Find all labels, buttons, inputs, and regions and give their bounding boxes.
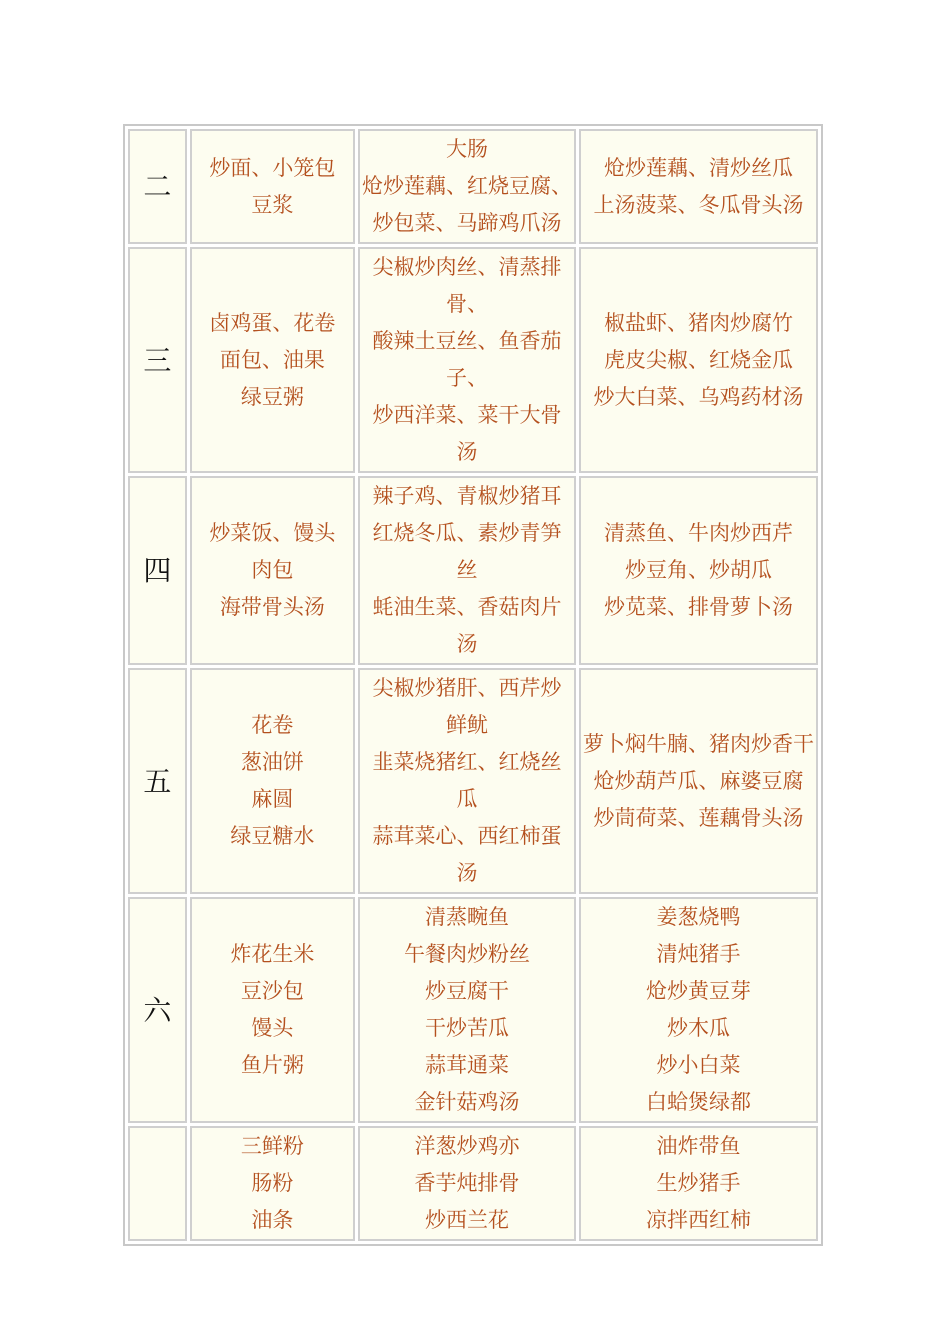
dinner-cell <box>579 897 818 1123</box>
menu-item: 豆沙包 <box>240 979 304 1003</box>
menu-item: 蚝油生菜、香菇肉片 <box>372 595 562 619</box>
table-row <box>128 476 818 665</box>
table-row <box>128 247 818 473</box>
menu-item: 姜葱烧鸭 <box>656 905 741 929</box>
menu-item: 丝 <box>456 558 478 582</box>
menu-item: 炒豆腐干 <box>424 979 509 1003</box>
menu-item: 清炖猪手 <box>656 942 741 966</box>
menu-item: 生炒猪手 <box>656 1171 741 1195</box>
breakfast-cell <box>190 129 355 244</box>
day-cell: 六 <box>128 897 187 1123</box>
menu-item: 炒大白菜、乌鸡药材汤 <box>593 384 804 409</box>
menu-item: 红烧冬瓜、素炒青笋 <box>372 521 562 545</box>
menu-item: 上汤菠菜、冬瓜骨头汤 <box>593 192 804 217</box>
menu-item: 炸花生米 <box>230 942 315 966</box>
menu-item: 炒小白菜 <box>656 1053 741 1077</box>
lunch-cell <box>358 247 576 473</box>
menu-item: 子、 <box>445 366 488 390</box>
table-row <box>128 1126 818 1241</box>
menu-item: 葱油饼 <box>240 750 304 774</box>
menu-item: 凉拌西红柿 <box>645 1208 751 1232</box>
menu-item: 炒面、小笼包 <box>209 155 336 180</box>
breakfast-cell <box>190 247 355 473</box>
menu-item: 馒头 <box>251 1016 294 1040</box>
breakfast-cell <box>190 476 355 665</box>
menu-item: 骨、 <box>445 292 488 316</box>
menu-item: 清蒸畹鱼 <box>424 905 509 929</box>
menu-item: 油条 <box>251 1208 294 1232</box>
menu-item: 炒茼荷菜、莲藕骨头汤 <box>593 805 804 830</box>
menu-item: 炒苋菜、排骨萝卜汤 <box>603 595 793 619</box>
menu-item: 炝炒莲藕、清炒丝瓜 <box>603 155 793 180</box>
weekly-menu-table <box>123 124 823 1246</box>
lunch-cell <box>358 129 576 244</box>
menu-item: 海带骨头汤 <box>219 595 325 619</box>
menu-item: 卤鸡蛋、花卷 <box>209 310 336 335</box>
lunch-cell <box>358 668 576 894</box>
menu-item: 豆浆 <box>251 192 294 217</box>
menu-item: 鲜鱿 <box>445 713 488 737</box>
menu-item: 汤 <box>456 632 478 656</box>
day-cell: 五 <box>128 668 187 894</box>
menu-item: 汤 <box>456 861 478 885</box>
lunch-cell <box>358 897 576 1123</box>
menu-item: 绿豆糖水 <box>230 824 315 848</box>
menu-item: 炝炒黄豆芽 <box>645 979 751 1003</box>
breakfast-cell <box>190 897 355 1123</box>
menu-item: 鱼片粥 <box>240 1053 304 1077</box>
menu-item: 炒木瓜 <box>666 1016 730 1040</box>
menu-item: 韭菜烧猪红、红烧丝 <box>372 750 562 774</box>
menu-item: 三鲜粉 <box>240 1134 304 1158</box>
menu-item: 酸辣土豆丝、鱼香茄 <box>372 329 562 353</box>
menu-item: 肠粉 <box>251 1171 294 1195</box>
menu-item: 油炸带鱼 <box>656 1134 741 1158</box>
menu-item: 炒豆角、炒胡瓜 <box>624 558 772 582</box>
dinner-cell <box>579 129 818 244</box>
menu-item: 花卷 <box>251 713 294 737</box>
menu-item: 炝炒葫芦瓜、麻婆豆腐 <box>593 768 804 793</box>
menu-item: 洋葱炒鸡亦 <box>414 1134 520 1158</box>
day-cell: 二 <box>128 129 187 244</box>
menu-item: 蒜茸菜心、西红柿蛋 <box>372 824 562 848</box>
breakfast-cell <box>190 1126 355 1241</box>
menu-item: 瓜 <box>456 787 478 811</box>
dinner-cell <box>579 247 818 473</box>
menu-item: 香芋炖排骨 <box>414 1171 520 1195</box>
lunch-cell <box>358 476 576 665</box>
lunch-cell <box>358 1126 576 1241</box>
menu-item: 绿豆粥 <box>240 384 304 409</box>
table-row <box>128 897 818 1123</box>
menu-item: 午餐肉炒粉丝 <box>403 942 530 966</box>
dinner-cell <box>579 476 818 665</box>
menu-item: 炒菜饭、馒头 <box>209 521 336 545</box>
day-cell: 三 <box>128 247 187 473</box>
menu-item: 萝卜焖牛腩、猪肉炒香干 <box>582 731 814 756</box>
menu-item: 尖椒炒肉丝、清蒸排 <box>372 255 562 279</box>
dinner-cell <box>579 1126 818 1241</box>
menu-item: 麻圆 <box>251 787 294 811</box>
menu-item: 炒西洋菜、菜干大骨 <box>372 403 562 427</box>
menu-item: 清蒸鱼、牛肉炒西芹 <box>603 521 793 545</box>
menu-item: 大肠 <box>445 137 488 161</box>
table-row <box>128 129 818 244</box>
menu-item: 辣子鸡、青椒炒猪耳 <box>372 484 562 508</box>
menu-item: 干炒苦瓜 <box>424 1016 509 1040</box>
menu-item: 金针菇鸡汤 <box>414 1090 520 1114</box>
menu-item: 蒜茸通菜 <box>424 1053 509 1077</box>
menu-item: 白蛤煲绿都 <box>645 1090 751 1114</box>
menu-item: 炒西兰花 <box>424 1208 509 1232</box>
menu-item: 面包、油果 <box>219 347 325 372</box>
menu-item: 尖椒炒猪肝、西芹炒 <box>372 676 562 700</box>
dinner-cell <box>579 668 818 894</box>
menu-item: 肉包 <box>251 558 294 582</box>
day-cell: 四 <box>128 476 187 665</box>
table-row <box>128 668 818 894</box>
menu-item: 椒盐虾、猪肉炒腐竹 <box>603 310 793 335</box>
menu-item: 炝炒莲藕、红烧豆腐、 <box>361 174 572 198</box>
menu-item: 炒包菜、马蹄鸡爪汤 <box>372 211 562 235</box>
menu-item: 汤 <box>456 440 478 464</box>
menu-item: 虎皮尖椒、红烧金瓜 <box>603 347 793 372</box>
breakfast-cell <box>190 668 355 894</box>
day-cell <box>128 1126 187 1241</box>
